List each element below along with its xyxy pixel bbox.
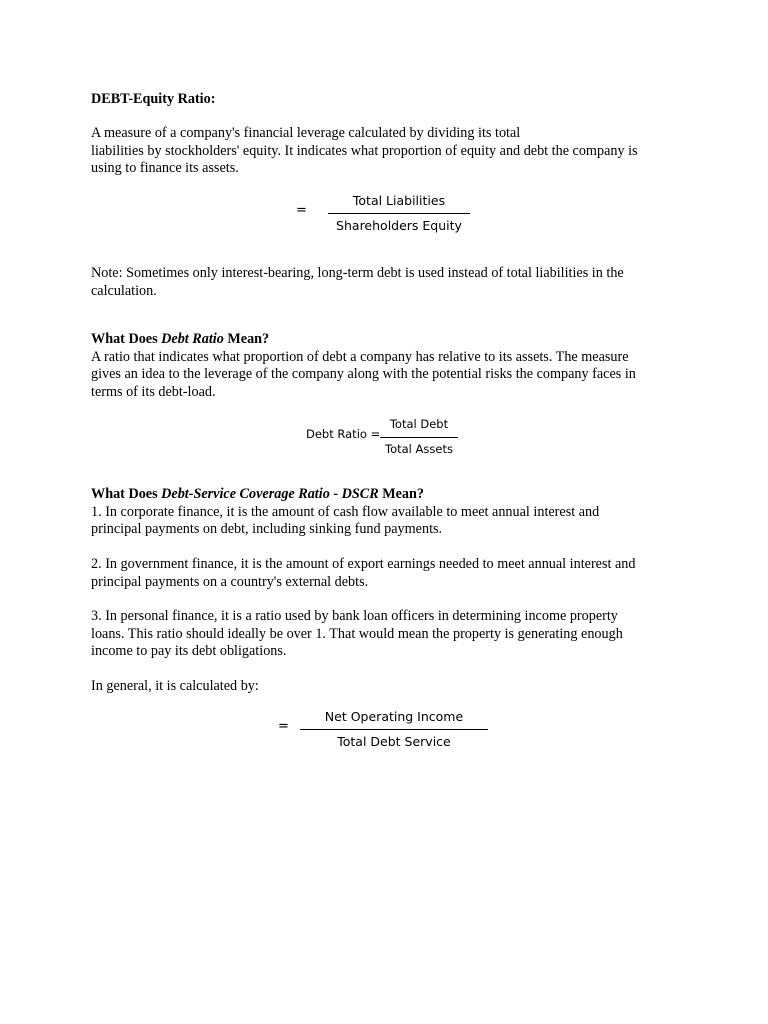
- heading-term: Debt-Service Coverage Ratio - DSCR: [161, 486, 379, 502]
- denominator: Total Debt Service: [337, 733, 451, 749]
- equals-sign: =: [296, 203, 307, 218]
- intro-line: A measure of a company's financial leverage calculated by dividing its total: [91, 125, 521, 141]
- body-line: terms of its debt-load.: [91, 383, 216, 400]
- page-title: DEBT-Equity Ratio:: [91, 91, 216, 107]
- heading-prefix: What Does: [91, 331, 162, 347]
- body-line: 2. In government finance, it is the amount of export earnings needed to meet annual interest and: [91, 556, 636, 572]
- body-line: principal payments on a country's external debts.: [91, 573, 369, 590]
- body-line: income to pay its debt obligations.: [91, 643, 287, 659]
- intro-line: liabilities by stockholders' equity. It indicates what proportion of equity and debt the company is: [91, 142, 638, 159]
- fraction: [380, 416, 458, 458]
- denominator: Shareholders Equity: [336, 217, 462, 233]
- body-line: A ratio that indicates what proportion of debt a company has relative to its assets. The measure: [91, 348, 629, 365]
- fraction: [300, 708, 488, 750]
- body-line: 3. In personal finance, it is a ratio used by bank loan officers in determining income property: [91, 608, 618, 624]
- section-heading: [91, 486, 691, 504]
- heading-suffix: Mean?: [378, 486, 424, 502]
- debt-ratio-section: [91, 331, 691, 401]
- note-paragraph: [91, 265, 691, 300]
- debt-equity-formula: [292, 192, 482, 236]
- dscr-paragraph-2: [91, 556, 691, 591]
- numerator: Net Operating Income: [300, 708, 488, 730]
- dscr-section: [91, 486, 691, 539]
- numerator: Total Debt: [380, 416, 458, 438]
- intro-line: using to finance its assets.: [91, 160, 239, 176]
- body-line: gives an idea to the leverage of the company along with the potential risks the company faces in: [91, 366, 636, 382]
- body-line: 1. In corporate finance, it is the amount of cash flow available to meet annual interest and: [91, 503, 600, 520]
- dscr-formula: [276, 708, 496, 752]
- heading-suffix: Mean?: [223, 331, 270, 347]
- denominator: Total Assets: [385, 441, 453, 456]
- heading-prefix: What Does: [91, 486, 162, 502]
- general-line: In general, it is calculated by:: [91, 678, 259, 694]
- numerator: Total Liabilities: [328, 192, 470, 214]
- note-line: Note: Sometimes only interest-bearing, long-term debt is used instead of total liabilities in the: [91, 265, 624, 281]
- formula-label: Debt Ratio =: [306, 427, 381, 441]
- heading-term: Debt Ratio: [161, 331, 224, 347]
- equals-sign: =: [278, 719, 289, 734]
- debt-ratio-formula: [304, 416, 464, 456]
- section-heading: [91, 331, 691, 349]
- fraction: [328, 192, 470, 234]
- note-line: calculation.: [91, 282, 157, 299]
- body-line: loans. This ratio should ideally be over 1. That would mean the property is generating enough: [91, 625, 623, 642]
- intro-paragraph: [91, 125, 691, 178]
- dscr-paragraph-3: [91, 608, 691, 661]
- body-line: principal payments on debt, including sinking fund payments.: [91, 521, 443, 537]
